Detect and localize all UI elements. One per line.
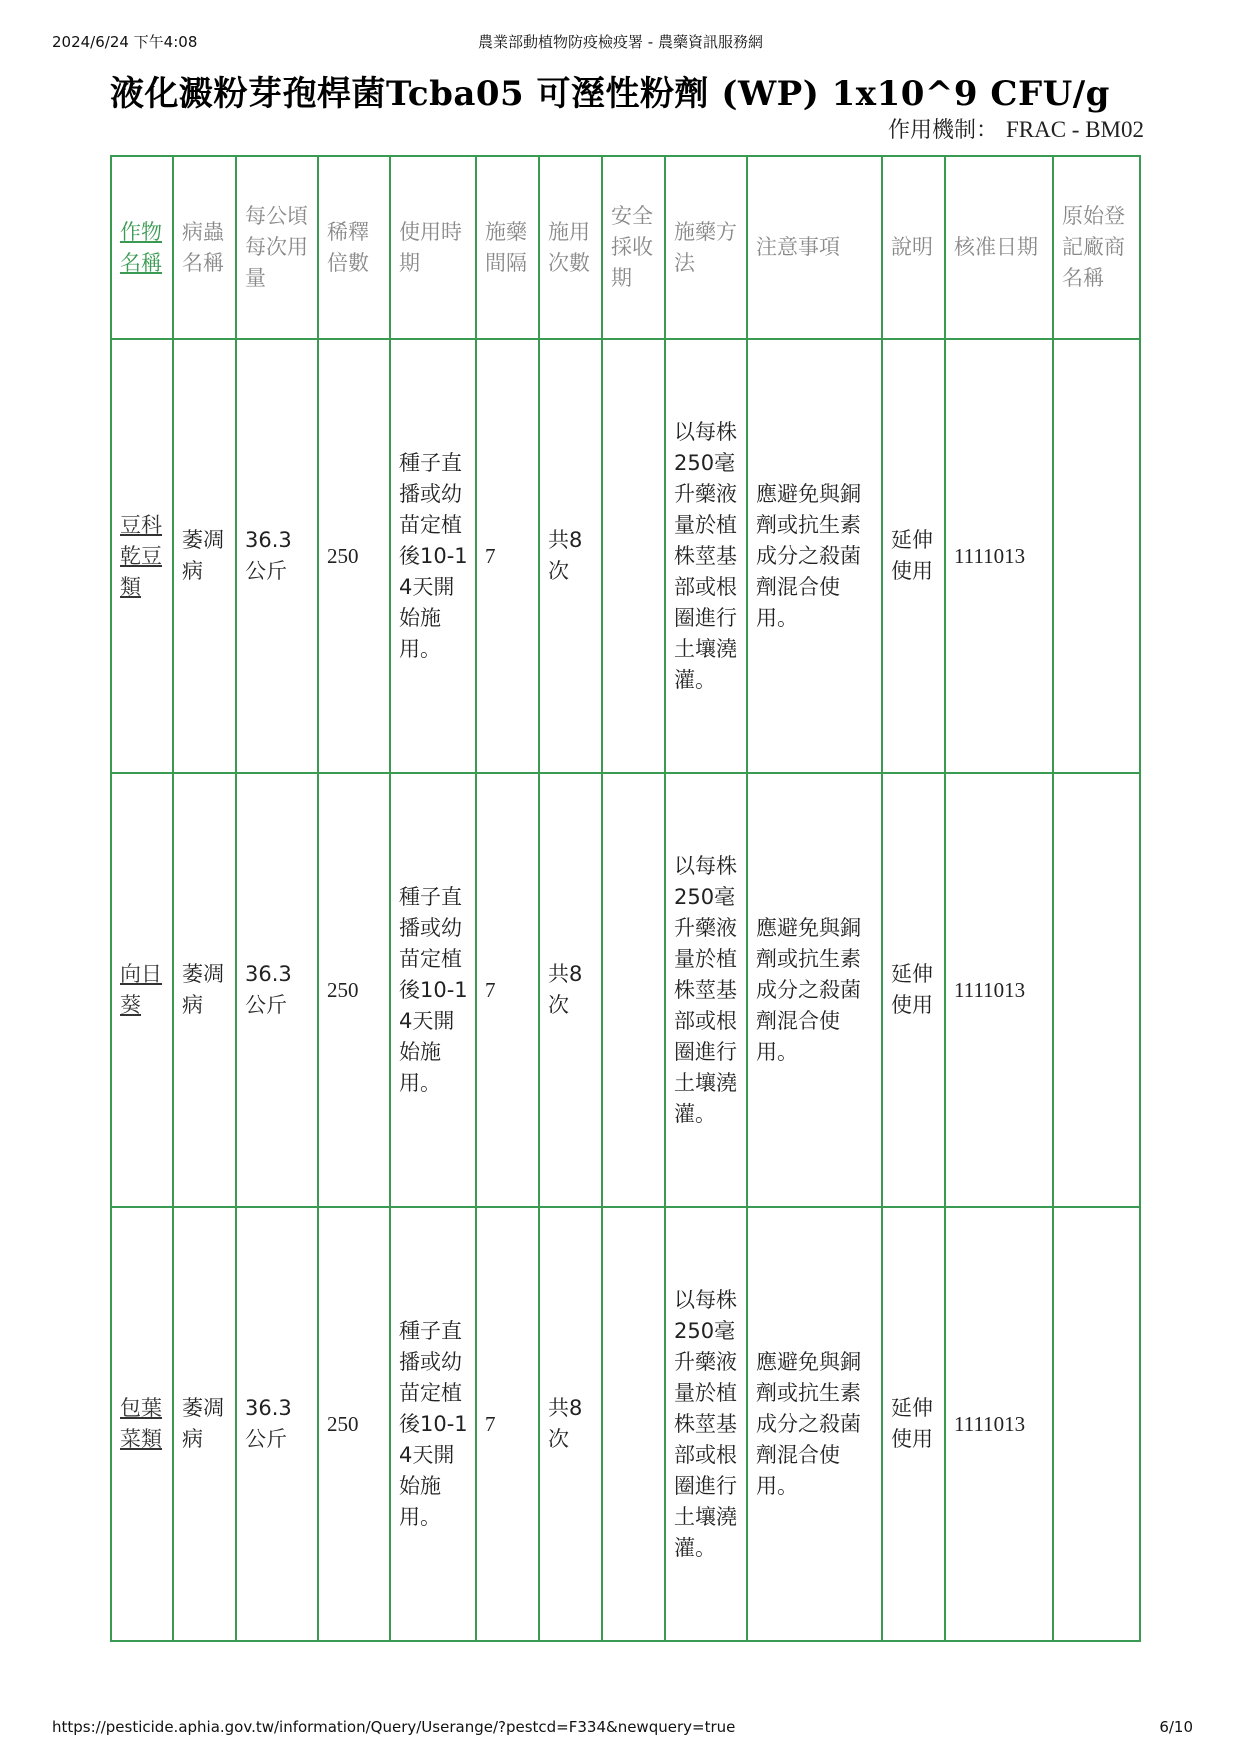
table-row	[111, 1207, 1140, 1641]
timing-cell: 種子直播或幼苗定植後10-14天開始施用。	[390, 1207, 476, 1641]
mechanism	[888, 113, 1144, 144]
method-cell: 以每株250毫升藥液量於植株莖基部或根圈進行土壤澆灌。	[665, 1207, 747, 1641]
timing-cell: 種子直播或幼苗定植後10-14天開始施用。	[390, 339, 476, 773]
date-cell: 1111013	[945, 773, 1053, 1207]
pest-cell: 萎凋病	[173, 773, 236, 1207]
col-header-timing: 使用時期	[390, 156, 476, 339]
timing-cell: 種子直播或幼苗定植後10-14天開始施用。	[390, 773, 476, 1207]
col-header-desc: 說明	[882, 156, 945, 339]
crop-link[interactable]: 豆科乾豆類	[111, 339, 173, 773]
dose-cell: 36.3公斤	[236, 1207, 318, 1641]
notes-cell: 應避免與銅劑或抗生素成分之殺菌劑混合使用。	[747, 1207, 882, 1641]
phi-cell	[602, 773, 665, 1207]
times-cell: 共8次	[539, 773, 602, 1207]
page-title: 液化澱粉芽孢桿菌Tcba05 可溼性粉劑 (WP) 1x10^9 CFU/g	[110, 74, 1110, 114]
print-datetime: 2024/6/24 下午4:08	[52, 33, 198, 51]
usage-table	[110, 155, 1141, 1642]
col-header-method: 施藥方法	[665, 156, 747, 339]
col-header-dilution: 稀釋倍數	[318, 156, 390, 339]
notes-cell: 應避免與銅劑或抗生素成分之殺菌劑混合使用。	[747, 773, 882, 1207]
date-cell: 1111013	[945, 339, 1053, 773]
desc-cell: 延伸使用	[882, 1207, 945, 1641]
print-page-number: 6/10	[1159, 1718, 1193, 1736]
col-header-date: 核准日期	[945, 156, 1053, 339]
phi-cell	[602, 339, 665, 773]
pest-cell: 萎凋病	[173, 339, 236, 773]
desc-cell: 延伸使用	[882, 339, 945, 773]
method-cell: 以每株250毫升藥液量於植株莖基部或根圈進行土壤澆灌。	[665, 339, 747, 773]
notes-cell: 應避免與銅劑或抗生素成分之殺菌劑混合使用。	[747, 339, 882, 773]
times-cell: 共8次	[539, 339, 602, 773]
desc-cell: 延伸使用	[882, 773, 945, 1207]
mechanism-code: FRAC - BM02	[1005, 117, 1144, 142]
company-cell	[1053, 339, 1140, 773]
table-row	[111, 339, 1140, 773]
crop-link[interactable]: 向日葵	[111, 773, 173, 1207]
col-header-notes: 注意事項	[747, 156, 882, 339]
dose-cell: 36.3公斤	[236, 773, 318, 1207]
crop-link[interactable]: 包葉菜類	[111, 1207, 173, 1641]
col-header-interval: 施藥間隔	[476, 156, 539, 339]
print-url: https://pesticide.aphia.gov.tw/information/Query/Userange/?pestcd=F334&newquery=true	[52, 1718, 736, 1736]
interval-cell: 7	[476, 1207, 539, 1641]
col-header-pest: 病蟲名稱	[173, 156, 236, 339]
phi-cell	[602, 1207, 665, 1641]
table-header-row	[111, 156, 1140, 339]
company-cell	[1053, 1207, 1140, 1641]
method-cell: 以每株250毫升藥液量於植株莖基部或根圈進行土壤澆灌。	[665, 773, 747, 1207]
interval-cell: 7	[476, 339, 539, 773]
company-cell	[1053, 773, 1140, 1207]
col-header-times: 施用次數	[539, 156, 602, 339]
col-header-phi: 安全採收期	[602, 156, 665, 339]
mechanism-label: 作用機制：	[887, 118, 998, 143]
date-cell: 1111013	[945, 1207, 1053, 1641]
col-header-company: 原始登記廠商名稱	[1053, 156, 1140, 339]
dose-cell: 36.3公斤	[236, 339, 318, 773]
dilution-cell: 250	[318, 339, 390, 773]
table-row	[111, 773, 1140, 1207]
col-header-dose: 每公頃每次用量	[236, 156, 318, 339]
dilution-cell: 250	[318, 1207, 390, 1641]
col-header-crop[interactable]: 作物名稱	[111, 156, 173, 339]
times-cell: 共8次	[539, 1207, 602, 1641]
interval-cell: 7	[476, 773, 539, 1207]
print-site-title: 農業部動植物防疫檢疫署 - 農藥資訊服務網	[478, 33, 763, 51]
pest-cell: 萎凋病	[173, 1207, 236, 1641]
dilution-cell: 250	[318, 773, 390, 1207]
